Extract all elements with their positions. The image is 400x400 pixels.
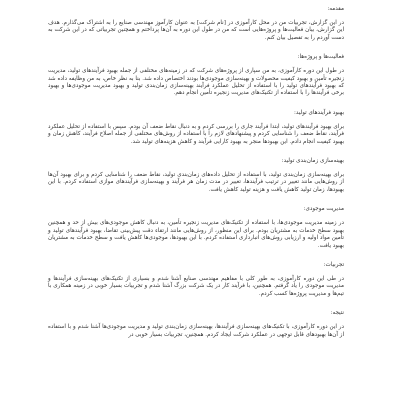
section-heading-introduction: مقدمه:: [327, 6, 344, 12]
section-paragraph-inventory: در زمینه مدیریت موجودی‌ها، با استفاده از تکنیک‌های مدیریت زنجیره تأمین، به دنبال کاهش موجودی‌های بیش از حد و همچنین بهبود سطح خدمات به مشتریان بودم. برای این منظور، از روش‌هایی مانند ارتقاء دقت پیش‌بینی تقاضا، بهبود فرآیندهای تولید و تأمین مواد اولیه و ارزیابی روش‌های انبارداری استفاده کردم. با این بهبودها، موجودی‌ها کاهش یافت و سطح خدمات به مشتریان بهبود یافت.: [48, 220, 344, 249]
section-heading-process-improvement: بهبود فرآیندهای تولید:: [294, 109, 344, 116]
section-heading-activities: فعالیت‌ها و پروژه‌ها:: [297, 54, 344, 61]
section-heading-experiences: تجربیات:: [323, 261, 344, 268]
section-paragraph-introduction: در این گزارش، تجربیات من در محل کارآموزی در [نام شرکت] به عنوان کارآموز مهندسی صنایع را به اشتراک می‌گذارم. هدف این گزارش، بیان فعالیت‌ها و پروژه‌هایی است که من در طول این دوره به آن‌ها پرداختم و همچنین تجربیاتی که در این شرکت به دست آوردم را به تفصیل بیان کنم.: [48, 20, 344, 41]
section-paragraph-scheduling: برای بهینه‌سازی زمان‌بندی تولید، با استفاده از تحلیل داده‌های زمان‌بندی تولید، نقاط ضعف را شناسایی کردم و برای بهبود آن‌ها از روش‌هایی مانند تغییر در ترتیب فرآیندها، تغییر در مدت زمان هر فرآیند و بهینه‌سازی فرآیندهای موازی استفاده کردم. با این بهبودها، زمان تولید کاهش یافت و هزینه تولید کاهش یافت.: [48, 172, 344, 193]
section-paragraph-experiences: در طی این دوره کارآموزی، به طور کلی با مفاهیم مهندسی صنایع آشنا شدم و بسیاری از تکنیک‌های بهینه‌سازی فرآیندها و مدیریت موجودی را یاد گرفتم. همچنین، با فرآیند کار در یک شرکت بزرگ آشنا شدم و تجربیات بسیار خوبی در زمینه همکاری با تیم‌ها و مدیریت پروژه‌ها کسب کردم.: [48, 275, 344, 297]
section-heading-conclusion: نتیجه:: [330, 310, 344, 317]
section-heading-scheduling: بهینه‌سازی زمان‌بندی تولید:: [281, 158, 344, 165]
section-paragraph-activities: در طول این دوره کارآموزی، به من سپاری از پروژه‌های شرکت که در زمینه‌های مختلفی از جمله بهبود فرآیندهای تولید، مدیریت زنجیره تأمین و بهبود کیفیت محصولات و بهینه‌سازی موجودی‌ها بودند اختصاص داده شد. بنا به نظر خاص، به من وظایفه داده شد که بهبود فرآیندهای تولید را با استفاده از تحلیل عملکرد فرآیند بهینه‌سازی زمان‌بندی تولید و بهبود مدیریت موجودی‌ها و بهبود برخی فرآیندها را با استفاده از تکنیک‌های مدیریت زنجیره تأمین انجام دهم.: [48, 68, 344, 97]
section-paragraph-conclusion: در این دوره کارآموزی، با تکنیک‌های بهینه‌سازی فرآیندها، بهینه‌سازی زمان‌بندی تولید و مدیریت موجودی‌ها آشنا شدم و با استفاده از آن‌ها بهبودهای قابل توجهی در عملکرد شرکت ایجاد کردم. همچنین، تجربیات بسیار خوبی در: [48, 324, 344, 338]
section-heading-inventory: مدیریت موجودی:: [303, 206, 344, 213]
section-paragraph-process-improvement: برای بهبود فرآیندهای تولید، ابتدا فرآیند جاری را بررسی کردم و به دنبال نقاط ضعف آن بودم. سپس با استفاده از تحلیل عملکرد فرآیند، نقاط ضعف را شناسایی کردم و پیشنهادهای لازم را با استفاده از روش‌های مختلفی از جمله اصلاح فرآیند، کاهش زمان و بهبود کیفیت انجام دادم. این بهبودها منجر به بهبود کارایی فرآیند و کاهش هزینه‌های تولید شد.: [48, 123, 344, 145]
